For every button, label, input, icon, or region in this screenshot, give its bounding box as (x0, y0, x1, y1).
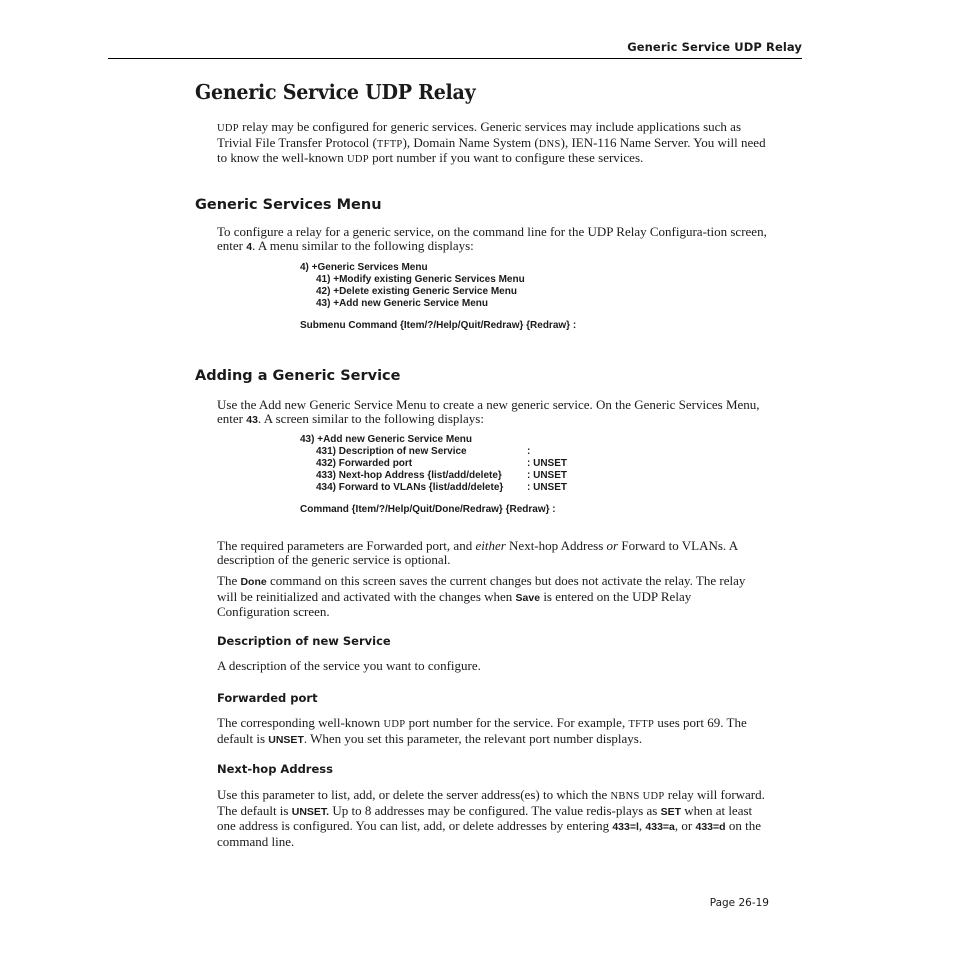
page-number: Page 26-19 (709, 897, 769, 909)
submenu-command-prompt: Submenu Command {Item/?/Help/Quit/Redraw} {Redraw} : (300, 320, 577, 331)
description-heading: Description of new Service (217, 634, 391, 648)
adding-generic-service-heading: Adding a Generic Service (195, 368, 401, 384)
menu-row: 433) Next-hop Address {list/add/delete} : UNSET (316, 470, 567, 481)
done-command-paragraph: The Done command on this screen saves the current changes but does not activate the relay. The relay will be reinitialized and activated with the changes when Save is entered on the UDP Relay Configuration screen. (217, 573, 746, 619)
menu-line: 43) +Add new Generic Service Menu (316, 298, 489, 309)
generic-services-menu-display (300, 262, 576, 332)
next-hop-heading: Next-hop Address (217, 762, 333, 776)
menu-line: 41) +Modify existing Generic Services Menu (316, 274, 525, 285)
add-service-menu-display (300, 434, 567, 516)
menu-row: 432) Forwarded port : UNSET (316, 458, 567, 469)
header-rule (108, 58, 802, 59)
menu-row: 434) Forward to VLANs {list/add/delete} : UNSET (316, 482, 567, 493)
menu-line: 42) +Delete existing Generic Service Menu (316, 286, 517, 297)
next-hop-paragraph: Use this parameter to list, add, or delete the server address(es) to which the NBNS UDP relay will forward. The default is UNSET. Up to 8 addresses may be configured. The value redis-plays as SET when at least one address is configured. You can list, add, or delete addresses by entering 433=l, 433=a, or 433=d on the command line. (217, 787, 765, 849)
menu-paragraph: To configure a relay for a generic service, on the command line for the UDP Relay Configura-tion screen, enter 4. A menu similar to the following displays: (217, 224, 767, 253)
intro-paragraph: UDP relay may be configured for generic services. Generic services may include applications such as Trivial File Transfer Protocol (TFTP), Domain Name System (DNS), IEN-116 Name Server. You will need to know the well-known UDP port number if you want to configure these services. (217, 119, 766, 165)
generic-services-menu-heading: Generic Services Menu (195, 197, 382, 213)
forwarded-port-heading: Forwarded port (217, 691, 318, 705)
menu-row: 431) Description of new Service : (316, 446, 531, 457)
menu-title-line: 43) +Add new Generic Service Menu (300, 434, 473, 445)
required-parameters-paragraph: The required parameters are Forwarded port, and either Next-hop Address or Forward to VLANs. A description of the generic service is optional. (217, 538, 738, 567)
adding-paragraph: Use the Add new Generic Service Menu to create a new generic service. On the Generic Services Menu, enter 43. A screen similar to the following displays: (217, 397, 760, 426)
page-title: Generic Service UDP Relay (195, 80, 476, 104)
menu-line: 4) +Generic Services Menu (300, 262, 428, 273)
forwarded-port-paragraph: The corresponding well-known UDP port number for the service. For example, TFTP uses port 69. The default is UNSET. When you set this parameter, the relevant port number displays. (217, 715, 747, 746)
description-paragraph: A description of the service you want to configure. (217, 658, 481, 673)
command-prompt: Command {Item/?/Help/Quit/Done/Redraw} {Redraw} : (300, 504, 556, 515)
running-head: Generic Service UDP Relay (627, 40, 802, 54)
